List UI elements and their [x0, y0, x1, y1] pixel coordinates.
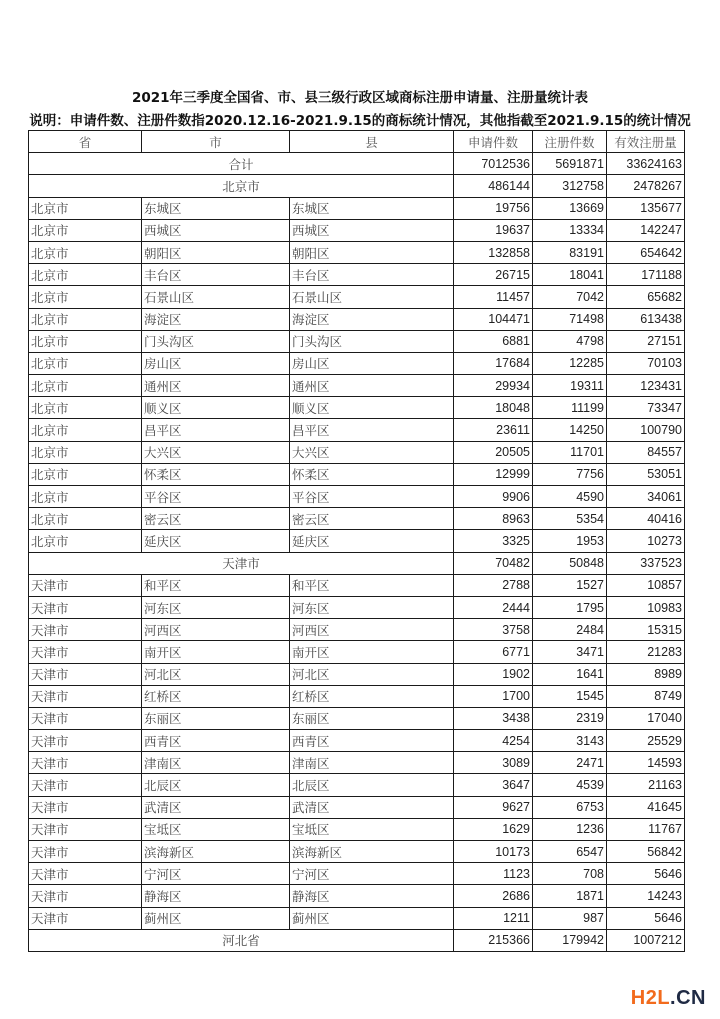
cell-city: 密云区: [142, 508, 290, 530]
section-applications: 215366: [454, 929, 533, 951]
cell-county: 河东区: [290, 596, 454, 618]
cell-valid: 142247: [607, 219, 685, 241]
cell-city: 武清区: [142, 796, 290, 818]
cell-province: 天津市: [29, 752, 142, 774]
cell-registrations: 3143: [533, 730, 607, 752]
cell-city: 红桥区: [142, 685, 290, 707]
table-row: [29, 619, 685, 641]
header-registrations: 注册件数: [533, 131, 607, 153]
cell-province: 天津市: [29, 907, 142, 929]
cell-registrations: 14250: [533, 419, 607, 441]
cell-province: 天津市: [29, 641, 142, 663]
cell-province: 北京市: [29, 375, 142, 397]
cell-applications: 6771: [454, 641, 533, 663]
cell-applications: 9906: [454, 486, 533, 508]
cell-applications: 104471: [454, 308, 533, 330]
cell-valid: 11767: [607, 818, 685, 840]
watermark-part2: .CN: [670, 987, 706, 1009]
cell-registrations: 11701: [533, 441, 607, 463]
cell-registrations: 71498: [533, 308, 607, 330]
cell-province: 北京市: [29, 352, 142, 374]
table-header-row: [29, 131, 685, 153]
cell-county: 东丽区: [290, 707, 454, 729]
table-row: [29, 397, 685, 419]
cell-province: 北京市: [29, 508, 142, 530]
cell-city: 大兴区: [142, 441, 290, 463]
cell-county: 西青区: [290, 730, 454, 752]
cell-valid: 53051: [607, 463, 685, 485]
site-watermark-logo: [631, 987, 706, 1010]
cell-valid: 84557: [607, 441, 685, 463]
cell-registrations: 1953: [533, 530, 607, 552]
cell-applications: 9627: [454, 796, 533, 818]
cell-valid: 41645: [607, 796, 685, 818]
table-row: [29, 486, 685, 508]
cell-registrations: 1236: [533, 818, 607, 840]
cell-applications: 2788: [454, 574, 533, 596]
cell-city: 河西区: [142, 619, 290, 641]
cell-province: 北京市: [29, 419, 142, 441]
cell-province: 北京市: [29, 241, 142, 263]
cell-registrations: 4539: [533, 774, 607, 796]
table-row: [29, 774, 685, 796]
cell-province: 北京市: [29, 441, 142, 463]
cell-county: 昌平区: [290, 419, 454, 441]
cell-registrations: 12285: [533, 352, 607, 374]
cell-applications: 1902: [454, 663, 533, 685]
section-registrations: 179942: [533, 929, 607, 951]
table-row: [29, 752, 685, 774]
cell-city: 和平区: [142, 574, 290, 596]
table-row: [29, 907, 685, 929]
cell-registrations: 13334: [533, 219, 607, 241]
cell-city: 宁河区: [142, 863, 290, 885]
table-row: [29, 441, 685, 463]
table-row: [29, 641, 685, 663]
header-valid: 有效注册量: [607, 131, 685, 153]
cell-valid: 10273: [607, 530, 685, 552]
cell-applications: 20505: [454, 441, 533, 463]
table-row: [29, 508, 685, 530]
total-valid: 33624163: [607, 153, 685, 175]
cell-valid: 135677: [607, 197, 685, 219]
header-county: 县: [290, 131, 454, 153]
cell-valid: 15315: [607, 619, 685, 641]
header-city: 市: [142, 131, 290, 153]
cell-province: 北京市: [29, 463, 142, 485]
table-row: [29, 885, 685, 907]
section-registrations: 312758: [533, 175, 607, 197]
cell-province: 天津市: [29, 774, 142, 796]
cell-registrations: 987: [533, 907, 607, 929]
cell-city: 昌平区: [142, 419, 290, 441]
cell-applications: 8963: [454, 508, 533, 530]
cell-county: 门头沟区: [290, 330, 454, 352]
table-row: [29, 730, 685, 752]
table-row: [29, 596, 685, 618]
cell-province: 北京市: [29, 308, 142, 330]
section-subtotal-row: [29, 552, 685, 574]
cell-county: 顺义区: [290, 397, 454, 419]
cell-applications: 17684: [454, 352, 533, 374]
table-row: [29, 841, 685, 863]
cell-applications: 3089: [454, 752, 533, 774]
cell-applications: 11457: [454, 286, 533, 308]
cell-registrations: 5354: [533, 508, 607, 530]
cell-registrations: 1545: [533, 685, 607, 707]
cell-valid: 171188: [607, 264, 685, 286]
cell-city: 延庆区: [142, 530, 290, 552]
cell-valid: 123431: [607, 375, 685, 397]
cell-applications: 132858: [454, 241, 533, 263]
cell-applications: 6881: [454, 330, 533, 352]
cell-valid: 14593: [607, 752, 685, 774]
cell-county: 西城区: [290, 219, 454, 241]
cell-province: 天津市: [29, 707, 142, 729]
cell-county: 静海区: [290, 885, 454, 907]
cell-city: 房山区: [142, 352, 290, 374]
cell-valid: 10857: [607, 574, 685, 596]
cell-province: 北京市: [29, 286, 142, 308]
cell-city: 宝坻区: [142, 818, 290, 840]
cell-registrations: 4590: [533, 486, 607, 508]
cell-registrations: 18041: [533, 264, 607, 286]
cell-county: 南开区: [290, 641, 454, 663]
section-label: 天津市: [29, 552, 454, 574]
table-row: [29, 241, 685, 263]
cell-city: 东丽区: [142, 707, 290, 729]
cell-county: 朝阳区: [290, 241, 454, 263]
cell-registrations: 6547: [533, 841, 607, 863]
table-row: [29, 796, 685, 818]
cell-city: 怀柔区: [142, 463, 290, 485]
cell-registrations: 2484: [533, 619, 607, 641]
cell-city: 南开区: [142, 641, 290, 663]
cell-county: 东城区: [290, 197, 454, 219]
section-applications: 70482: [454, 552, 533, 574]
cell-valid: 40416: [607, 508, 685, 530]
cell-province: 北京市: [29, 330, 142, 352]
cell-county: 房山区: [290, 352, 454, 374]
cell-valid: 27151: [607, 330, 685, 352]
cell-registrations: 708: [533, 863, 607, 885]
cell-county: 河北区: [290, 663, 454, 685]
cell-registrations: 1795: [533, 596, 607, 618]
cell-valid: 34061: [607, 486, 685, 508]
table-row: [29, 197, 685, 219]
cell-registrations: 1641: [533, 663, 607, 685]
cell-registrations: 13669: [533, 197, 607, 219]
cell-county: 石景山区: [290, 286, 454, 308]
table-row: [29, 574, 685, 596]
cell-province: 北京市: [29, 397, 142, 419]
table-row: [29, 530, 685, 552]
cell-county: 武清区: [290, 796, 454, 818]
cell-city: 门头沟区: [142, 330, 290, 352]
table-row: [29, 286, 685, 308]
cell-province: 天津市: [29, 818, 142, 840]
section-valid: 337523: [607, 552, 685, 574]
cell-city: 滨海新区: [142, 841, 290, 863]
cell-province: 天津市: [29, 574, 142, 596]
cell-registrations: 6753: [533, 796, 607, 818]
cell-province: 天津市: [29, 863, 142, 885]
cell-province: 北京市: [29, 197, 142, 219]
cell-valid: 65682: [607, 286, 685, 308]
total-applications: 7012536: [454, 153, 533, 175]
cell-city: 顺义区: [142, 397, 290, 419]
cell-registrations: 7756: [533, 463, 607, 485]
cell-county: 平谷区: [290, 486, 454, 508]
cell-registrations: 7042: [533, 286, 607, 308]
table-row: [29, 663, 685, 685]
cell-valid: 17040: [607, 707, 685, 729]
table-row: [29, 463, 685, 485]
cell-applications: 3438: [454, 707, 533, 729]
cell-applications: 1700: [454, 685, 533, 707]
cell-city: 丰台区: [142, 264, 290, 286]
cell-city: 平谷区: [142, 486, 290, 508]
cell-valid: 8749: [607, 685, 685, 707]
cell-valid: 70103: [607, 352, 685, 374]
cell-valid: 100790: [607, 419, 685, 441]
cell-province: 天津市: [29, 619, 142, 641]
cell-city: 蓟州区: [142, 907, 290, 929]
cell-applications: 1123: [454, 863, 533, 885]
cell-county: 和平区: [290, 574, 454, 596]
cell-province: 天津市: [29, 841, 142, 863]
section-registrations: 50848: [533, 552, 607, 574]
cell-registrations: 3471: [533, 641, 607, 663]
cell-applications: 1211: [454, 907, 533, 929]
table-row: [29, 308, 685, 330]
cell-valid: 10983: [607, 596, 685, 618]
header-applications: 申请件数: [454, 131, 533, 153]
stats-table: [28, 130, 685, 952]
cell-province: 天津市: [29, 885, 142, 907]
cell-county: 密云区: [290, 508, 454, 530]
cell-applications: 1629: [454, 818, 533, 840]
document-note: 说明：申请件数、注册件数指2020.12.16-2021.9.15的商标统计情况，其他指截至2021.9.15的统计情况: [29, 113, 691, 129]
cell-city: 静海区: [142, 885, 290, 907]
cell-city: 津南区: [142, 752, 290, 774]
table-row: [29, 818, 685, 840]
cell-county: 河西区: [290, 619, 454, 641]
cell-applications: 3758: [454, 619, 533, 641]
table-row: [29, 863, 685, 885]
cell-city: 石景山区: [142, 286, 290, 308]
cell-county: 北辰区: [290, 774, 454, 796]
cell-county: 滨海新区: [290, 841, 454, 863]
cell-applications: 3647: [454, 774, 533, 796]
cell-registrations: 1527: [533, 574, 607, 596]
cell-city: 西青区: [142, 730, 290, 752]
section-subtotal-row: [29, 929, 685, 951]
cell-county: 津南区: [290, 752, 454, 774]
cell-applications: 23611: [454, 419, 533, 441]
cell-applications: 26715: [454, 264, 533, 286]
cell-city: 河东区: [142, 596, 290, 618]
total-label: 合计: [29, 153, 454, 175]
cell-county: 怀柔区: [290, 463, 454, 485]
cell-county: 海淀区: [290, 308, 454, 330]
table-row: [29, 375, 685, 397]
cell-valid: 654642: [607, 241, 685, 263]
cell-province: 北京市: [29, 219, 142, 241]
cell-applications: 10173: [454, 841, 533, 863]
cell-registrations: 11199: [533, 397, 607, 419]
cell-county: 蓟州区: [290, 907, 454, 929]
cell-applications: 2444: [454, 596, 533, 618]
cell-applications: 18048: [454, 397, 533, 419]
section-label: 北京市: [29, 175, 454, 197]
cell-valid: 21283: [607, 641, 685, 663]
cell-province: 北京市: [29, 486, 142, 508]
table-row: [29, 330, 685, 352]
section-applications: 486144: [454, 175, 533, 197]
cell-province: 北京市: [29, 530, 142, 552]
cell-province: 北京市: [29, 264, 142, 286]
cell-valid: 8989: [607, 663, 685, 685]
cell-city: 河北区: [142, 663, 290, 685]
cell-applications: 29934: [454, 375, 533, 397]
table-row: [29, 264, 685, 286]
total-registrations: 5691871: [533, 153, 607, 175]
section-valid: 2478267: [607, 175, 685, 197]
cell-city: 北辰区: [142, 774, 290, 796]
cell-county: 宁河区: [290, 863, 454, 885]
cell-applications: 12999: [454, 463, 533, 485]
cell-province: 天津市: [29, 796, 142, 818]
cell-city: 东城区: [142, 197, 290, 219]
cell-province: 天津市: [29, 596, 142, 618]
section-label: 河北省: [29, 929, 454, 951]
cell-valid: 5646: [607, 863, 685, 885]
cell-registrations: 83191: [533, 241, 607, 263]
cell-valid: 21163: [607, 774, 685, 796]
cell-city: 海淀区: [142, 308, 290, 330]
cell-city: 通州区: [142, 375, 290, 397]
cell-valid: 613438: [607, 308, 685, 330]
cell-county: 通州区: [290, 375, 454, 397]
cell-province: 天津市: [29, 663, 142, 685]
cell-applications: 2686: [454, 885, 533, 907]
cell-registrations: 1871: [533, 885, 607, 907]
total-row: [29, 153, 685, 175]
cell-valid: 56842: [607, 841, 685, 863]
table-row: [29, 219, 685, 241]
table-row: [29, 352, 685, 374]
cell-city: 朝阳区: [142, 241, 290, 263]
cell-county: 宝坻区: [290, 818, 454, 840]
table-row: [29, 685, 685, 707]
cell-registrations: 2471: [533, 752, 607, 774]
cell-province: 天津市: [29, 730, 142, 752]
cell-valid: 14243: [607, 885, 685, 907]
cell-county: 延庆区: [290, 530, 454, 552]
cell-city: 西城区: [142, 219, 290, 241]
cell-province: 天津市: [29, 685, 142, 707]
cell-county: 丰台区: [290, 264, 454, 286]
table-row: [29, 707, 685, 729]
document-title: 2021年三季度全国省、市、县三级行政区域商标注册申请量、注册量统计表: [131, 90, 589, 106]
cell-applications: 19756: [454, 197, 533, 219]
cell-applications: 3325: [454, 530, 533, 552]
cell-valid: 25529: [607, 730, 685, 752]
table-row: [29, 419, 685, 441]
cell-valid: 5646: [607, 907, 685, 929]
cell-registrations: 4798: [533, 330, 607, 352]
cell-registrations: 19311: [533, 375, 607, 397]
section-valid: 1007212: [607, 929, 685, 951]
cell-applications: 19637: [454, 219, 533, 241]
header-province: 省: [29, 131, 142, 153]
cell-county: 红桥区: [290, 685, 454, 707]
watermark-part1: H2L: [630, 987, 671, 1009]
cell-applications: 4254: [454, 730, 533, 752]
cell-valid: 73347: [607, 397, 685, 419]
cell-registrations: 2319: [533, 707, 607, 729]
section-subtotal-row: [29, 175, 685, 197]
cell-county: 大兴区: [290, 441, 454, 463]
